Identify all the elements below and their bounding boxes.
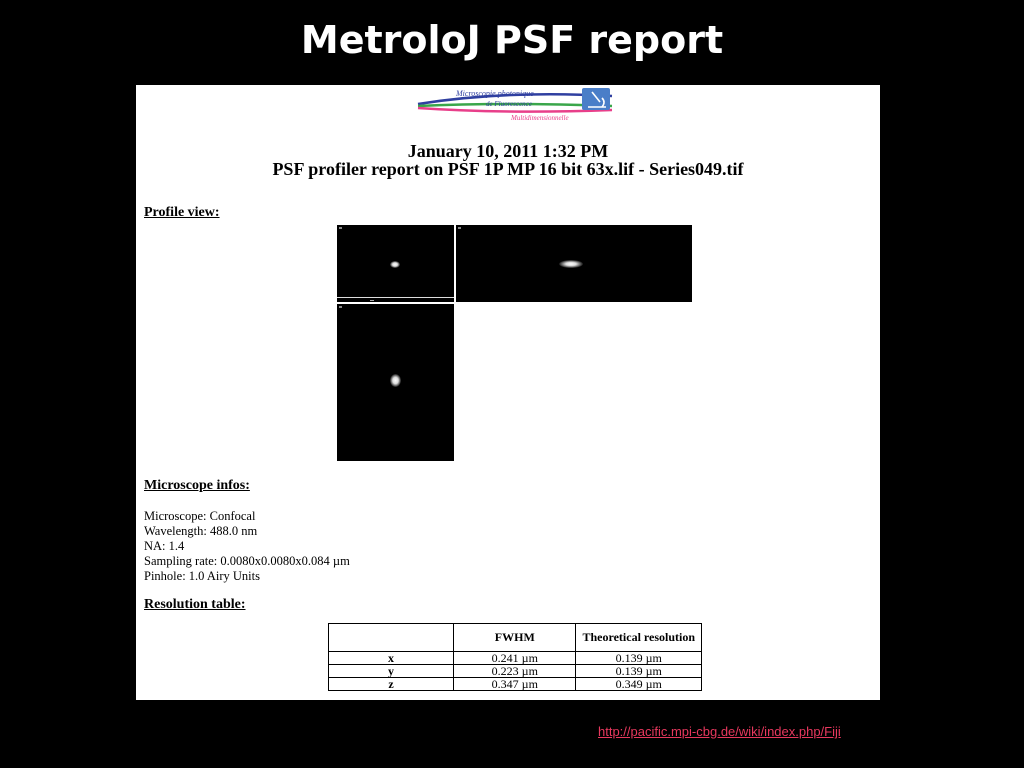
table-header-cell: [329, 624, 454, 652]
table-header-row: [329, 624, 702, 652]
table-row: [329, 665, 702, 678]
table-cell: y: [329, 665, 454, 678]
logo-text-line1: Microscopie photonique: [456, 89, 534, 98]
table-cell: 0.223 µm: [454, 665, 576, 678]
table-header-cell: FWHM: [454, 624, 576, 652]
xz-profile-panel: [456, 225, 692, 302]
table-row: [329, 678, 702, 691]
table-cell: 0.139 µm: [576, 665, 702, 678]
panel-corner-mark: [339, 227, 342, 229]
logo-text-line3: Multidimensionnelle: [511, 114, 569, 122]
profile-view-heading: Profile view:: [144, 205, 220, 220]
logo: [416, 86, 616, 124]
yz-profile-panel: [337, 304, 454, 461]
table-cell: x: [329, 652, 454, 665]
resolution-table-heading: Resolution table:: [144, 597, 246, 612]
table-cell: 0.349 µm: [576, 678, 702, 691]
source-link[interactable]: http://pacific.mpi-cbg.de/wiki/index.php/Fiji: [598, 724, 841, 739]
info-microscope: Microscope: Confocal: [144, 509, 256, 523]
xy-profile-panel: [337, 225, 454, 302]
logo-text-line2: de Fluorescence: [486, 100, 532, 108]
report-heading: PSF profiler report on PSF 1P MP 16 bit 63x.lif - Series049.tif: [272, 159, 744, 179]
resolution-table: [328, 623, 702, 691]
report-date: January 10, 2011 1:32 PM: [407, 141, 609, 161]
info-wavelength: Wavelength: 488.0 nm: [144, 524, 258, 538]
info-pinhole: Pinhole: 1.0 Airy Units: [144, 569, 260, 583]
psf-spot-xy: [390, 261, 400, 268]
panel-corner-mark: [339, 306, 342, 308]
psf-report-page: [136, 85, 880, 700]
panel-corner-mark: [458, 227, 461, 229]
table-cell: 0.241 µm: [454, 652, 576, 665]
microscope-infos-heading: Microscope infos:: [144, 478, 250, 493]
table-cell: z: [329, 678, 454, 691]
scale-bar-label: [370, 300, 374, 301]
info-na: NA: 1.4: [144, 539, 185, 553]
psf-spot-xz: [559, 260, 583, 268]
table-header-cell: Theoretical resolution: [576, 624, 702, 652]
info-sampling-rate: Sampling rate: 0.0080x0.0080x0.084 µm: [144, 554, 350, 568]
slide-title: MetroloJ PSF report: [300, 18, 724, 62]
table-cell: 0.347 µm: [454, 678, 576, 691]
scale-bar: [337, 297, 454, 298]
table-cell: 0.139 µm: [576, 652, 702, 665]
table-row: [329, 652, 702, 665]
psf-spot-yz: [390, 374, 401, 387]
